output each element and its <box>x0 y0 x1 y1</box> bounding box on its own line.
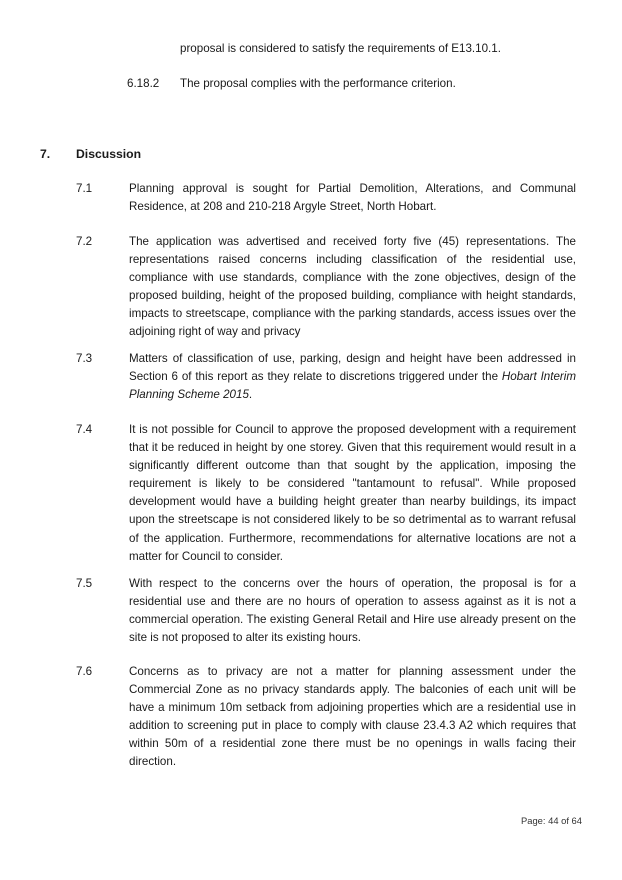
paragraph-text: The application was advertised and received forty five (45) representations. The representations raised concerns including classification of the residential use, compliance with use standards, compliance with the zone objectives, design of the proposed building, height of the proposed building, compliance with height standards, impacts to streetscape, compliance with the parking standards, access issues over the adjoining right of way and privacy <box>129 235 576 339</box>
page-number: Page: 44 of 64 <box>521 815 582 826</box>
paragraph-text: With respect to the concerns over the hours of operation, the proposal is for a residential use and there are no hours of operation to assess against as it is not a commercial operation. The existing General Retail and Hire use already present on the site is not proposed to alter its existing hours. <box>129 577 576 645</box>
paragraph-number: 7.4 <box>76 423 93 436</box>
paragraph-number: 7.3 <box>76 352 93 365</box>
subsection-number: 6.18.2 <box>127 77 160 90</box>
paragraph-text <box>129 350 576 404</box>
section-number: 7. <box>40 147 51 161</box>
paragraph-number: 7.5 <box>76 577 93 590</box>
carryover-paragraph-line: proposal is considered to satisfy the requirements of E13.10.1. <box>180 42 501 55</box>
paragraph-number: 7.6 <box>76 665 93 678</box>
scheme-title-italic: Hobart Interim Planning Scheme 2015 <box>129 370 576 402</box>
paragraph-number: 7.1 <box>76 182 93 195</box>
subsection-text: The proposal complies with the performance criterion. <box>180 77 456 90</box>
paragraph-text: It is not possible for Council to approve the proposed development with a requirement that it be reduced in height by one storey. Given that this requirement would result in a significantly different outcome than that sought by the application, imposing the requirement is likely to be considered "tantamount to refusal". While proposed development would have a building height greater than nearby buildings, its impact upon the streetscape is not considered likely to be so detrimental as to warrant refusal of the application. Furthermore, recommendations for alternative locations are not a matter for Council to consider. <box>129 423 576 563</box>
paragraph-text-run: Matters of classification of use, parking, design and height have been addressed in Section 6 of this report as they relate to discretions triggered under the <box>129 352 576 384</box>
paragraph-text: Planning approval is sought for Partial Demolition, Alterations, and Communal Residence, at 208 and 210-218 Argyle Street, North Hobart. <box>129 182 576 214</box>
paragraph-number: 7.2 <box>76 235 93 248</box>
paragraph-text: Concerns as to privacy are not a matter for planning assessment under the Commercial Zone as no privacy standards apply. The balconies of each unit will be have a minimum 10m setback from adjoining properties which are a residential use in addition to screening put in place to comply with clause 23.4.3 A2 which requires that within 50m of a residential zone there must be no openings in walls facing their direction. <box>129 665 576 769</box>
paragraph-text-end: . <box>248 388 253 402</box>
section-heading: Discussion <box>76 147 142 161</box>
